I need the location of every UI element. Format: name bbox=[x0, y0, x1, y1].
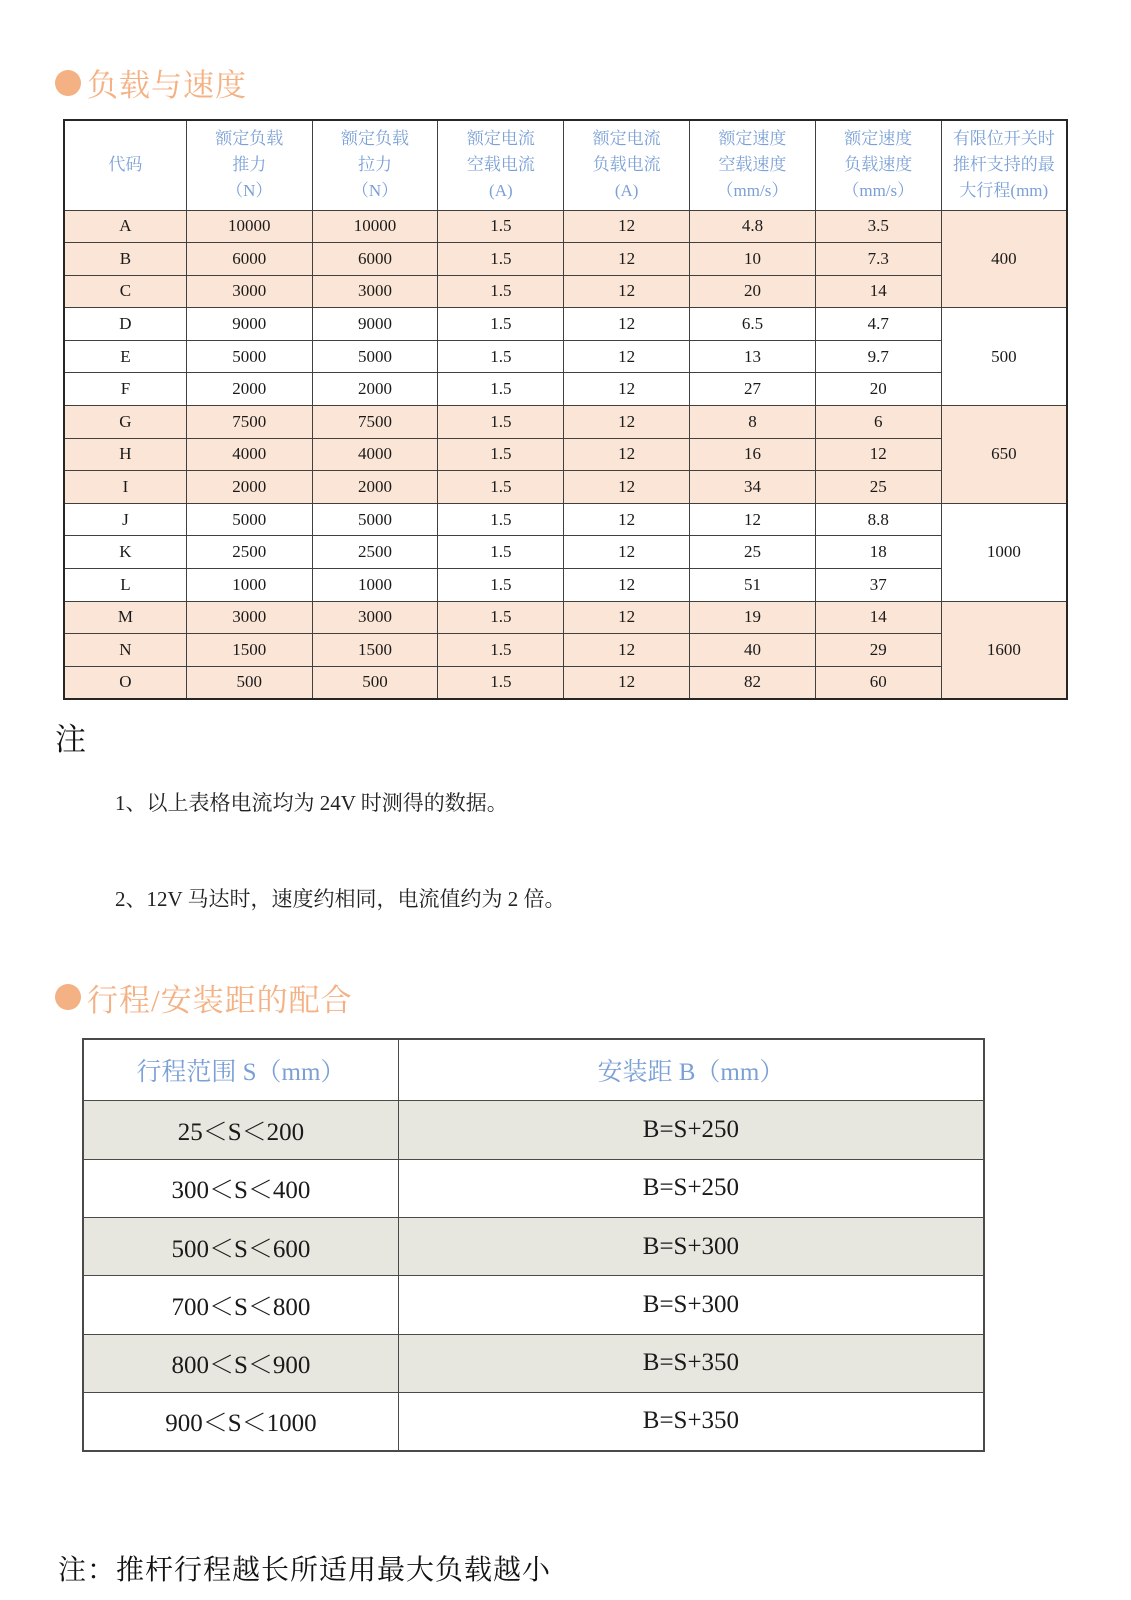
cell-load-speed: 3.5 bbox=[815, 210, 941, 243]
cell-no-load-speed: 6.5 bbox=[690, 308, 816, 341]
cell-code: A bbox=[64, 210, 186, 243]
table-row bbox=[64, 210, 1067, 243]
cell-pull: 5000 bbox=[312, 503, 438, 536]
column-header-line: 负载速度 bbox=[844, 155, 913, 175]
table-row bbox=[64, 243, 1067, 276]
cell-load-current: 12 bbox=[564, 373, 690, 406]
cell-push: 1000 bbox=[186, 569, 312, 602]
cell-code: G bbox=[64, 406, 186, 439]
cell-no-load-current: 1.5 bbox=[438, 340, 564, 373]
table-row bbox=[64, 471, 1067, 504]
column-header bbox=[690, 120, 816, 210]
cell-push: 3000 bbox=[186, 275, 312, 308]
cell-stroke: 900＜S＜1000 bbox=[83, 1392, 398, 1450]
cell-load-speed: 12 bbox=[815, 438, 941, 471]
cell-load-current: 12 bbox=[564, 243, 690, 276]
cell-pull: 2000 bbox=[312, 471, 438, 504]
cell-load-speed: 29 bbox=[815, 634, 941, 667]
cell-load-speed: 7.3 bbox=[815, 243, 941, 276]
cell-push: 2000 bbox=[186, 471, 312, 504]
cell-code: H bbox=[64, 438, 186, 471]
cell-pull: 2500 bbox=[312, 536, 438, 569]
cell-no-load-current: 1.5 bbox=[438, 569, 564, 602]
table-row bbox=[64, 634, 1067, 667]
cell-push: 5000 bbox=[186, 503, 312, 536]
cell-no-load-speed: 25 bbox=[690, 536, 816, 569]
cell-load-current: 12 bbox=[564, 634, 690, 667]
cell-distance: B=S+350 bbox=[398, 1334, 984, 1392]
cell-stroke: 500＜S＜600 bbox=[83, 1218, 398, 1276]
cell-load-current: 12 bbox=[564, 340, 690, 373]
column-header bbox=[438, 120, 564, 210]
column-header-line: (A) bbox=[614, 181, 639, 201]
table-header-row bbox=[83, 1039, 984, 1101]
cell-load-speed: 37 bbox=[815, 569, 941, 602]
table-row bbox=[64, 536, 1067, 569]
cell-code: K bbox=[64, 536, 186, 569]
column-header-line: （N） bbox=[351, 181, 399, 201]
cell-no-load-speed: 20 bbox=[690, 275, 816, 308]
cell-no-load-speed: 8 bbox=[690, 406, 816, 439]
cell-max-stroke: 650 bbox=[941, 406, 1067, 504]
cell-pull: 1500 bbox=[312, 634, 438, 667]
column-header-line: 额定负载 bbox=[215, 129, 284, 149]
column-header-line: （N） bbox=[226, 181, 273, 201]
cell-code: B bbox=[64, 243, 186, 276]
column-header-stroke-range: 行程范围 S（mm） bbox=[83, 1039, 398, 1101]
cell-stroke: 700＜S＜800 bbox=[83, 1276, 398, 1334]
cell-no-load-speed: 27 bbox=[690, 373, 816, 406]
cell-pull: 6000 bbox=[312, 243, 438, 276]
cell-no-load-current: 1.5 bbox=[438, 373, 564, 406]
table-row bbox=[83, 1101, 984, 1159]
cell-no-load-speed: 34 bbox=[690, 471, 816, 504]
cell-no-load-current: 1.5 bbox=[438, 275, 564, 308]
cell-max-stroke: 1600 bbox=[941, 601, 1067, 699]
table-row bbox=[83, 1334, 984, 1392]
cell-push: 5000 bbox=[186, 340, 312, 373]
cell-no-load-current: 1.5 bbox=[438, 536, 564, 569]
cell-load-speed: 20 bbox=[815, 373, 941, 406]
cell-no-load-current: 1.5 bbox=[438, 406, 564, 439]
column-header bbox=[64, 120, 186, 210]
note-item-2: 2、12V 马达时，速度约相同，电流值约为 2 倍。 bbox=[115, 886, 566, 911]
column-header bbox=[186, 120, 312, 210]
column-header bbox=[312, 120, 438, 210]
cell-pull: 9000 bbox=[312, 308, 438, 341]
cell-pull: 7500 bbox=[312, 406, 438, 439]
cell-push: 10000 bbox=[186, 210, 312, 243]
cell-load-speed: 18 bbox=[815, 536, 941, 569]
cell-max-stroke: 400 bbox=[941, 210, 1067, 308]
column-header-line: 有限位开关时 bbox=[952, 129, 1055, 149]
cell-pull: 10000 bbox=[312, 210, 438, 243]
cell-load-current: 12 bbox=[564, 275, 690, 308]
cell-no-load-current: 1.5 bbox=[438, 634, 564, 667]
column-header bbox=[815, 120, 941, 210]
cell-no-load-current: 1.5 bbox=[438, 308, 564, 341]
column-header-line: 推杆支持的最 bbox=[952, 155, 1055, 175]
cell-code: J bbox=[64, 503, 186, 536]
cell-no-load-current: 1.5 bbox=[438, 666, 564, 699]
cell-no-load-current: 1.5 bbox=[438, 210, 564, 243]
column-header-line: 额定速度 bbox=[844, 129, 913, 149]
cell-load-current: 12 bbox=[564, 210, 690, 243]
cell-push: 2000 bbox=[186, 373, 312, 406]
load-speed-table-body bbox=[64, 210, 1067, 699]
cell-code: N bbox=[64, 634, 186, 667]
cell-no-load-current: 1.5 bbox=[438, 438, 564, 471]
table-row bbox=[64, 406, 1067, 439]
cell-pull: 4000 bbox=[312, 438, 438, 471]
cell-load-current: 12 bbox=[564, 471, 690, 504]
table-row bbox=[83, 1218, 984, 1276]
cell-pull: 500 bbox=[312, 666, 438, 699]
cell-no-load-speed: 16 bbox=[690, 438, 816, 471]
cell-distance: B=S+250 bbox=[398, 1101, 984, 1159]
cell-distance: B=S+250 bbox=[398, 1159, 984, 1217]
cell-no-load-speed: 13 bbox=[690, 340, 816, 373]
table-row bbox=[64, 601, 1067, 634]
cell-load-speed: 6 bbox=[815, 406, 941, 439]
column-header-line: （mm/s） bbox=[716, 181, 789, 201]
bullet-icon bbox=[55, 70, 81, 96]
cell-load-speed: 14 bbox=[815, 601, 941, 634]
cell-load-current: 12 bbox=[564, 601, 690, 634]
cell-load-speed: 14 bbox=[815, 275, 941, 308]
cell-code: F bbox=[64, 373, 186, 406]
column-header-line: （mm/s） bbox=[842, 181, 915, 201]
table-row bbox=[64, 569, 1067, 602]
column-header-line: (A) bbox=[489, 181, 513, 201]
cell-no-load-speed: 51 bbox=[690, 569, 816, 602]
cell-no-load-speed: 4.8 bbox=[690, 210, 816, 243]
cell-load-current: 12 bbox=[564, 406, 690, 439]
cell-load-speed: 60 bbox=[815, 666, 941, 699]
cell-load-current: 12 bbox=[564, 569, 690, 602]
cell-push: 3000 bbox=[186, 601, 312, 634]
cell-push: 2500 bbox=[186, 536, 312, 569]
section-title-text: 负载与速度 bbox=[87, 68, 247, 103]
stroke-table-body bbox=[83, 1101, 984, 1451]
cell-code: C bbox=[64, 275, 186, 308]
cell-load-current: 12 bbox=[564, 666, 690, 699]
table-row bbox=[83, 1159, 984, 1217]
cell-push: 9000 bbox=[186, 308, 312, 341]
cell-pull: 1000 bbox=[312, 569, 438, 602]
table-row bbox=[64, 503, 1067, 536]
table-header-row bbox=[64, 120, 1067, 210]
cell-push: 7500 bbox=[186, 406, 312, 439]
table-row bbox=[83, 1392, 984, 1450]
cell-load-current: 12 bbox=[564, 536, 690, 569]
table-row bbox=[64, 373, 1067, 406]
cell-no-load-current: 1.5 bbox=[438, 601, 564, 634]
column-header bbox=[941, 120, 1067, 210]
cell-load-speed: 8.8 bbox=[815, 503, 941, 536]
stroke-table-header bbox=[83, 1039, 984, 1101]
table-row bbox=[64, 340, 1067, 373]
column-header-line: 额定电流 bbox=[592, 129, 661, 149]
column-header-line: 代码 bbox=[108, 155, 143, 175]
section-title-load-speed bbox=[55, 0, 1131, 105]
table-row bbox=[64, 666, 1067, 699]
cell-max-stroke: 500 bbox=[941, 308, 1067, 406]
section-title-text: 行程/安装距的配合 bbox=[87, 982, 353, 1018]
cell-push: 6000 bbox=[186, 243, 312, 276]
column-header-line: 空载电流 bbox=[466, 155, 535, 175]
note-item-1: 1、以上表格电流均为 24V 时测得的数据。 bbox=[115, 790, 508, 815]
cell-load-speed: 25 bbox=[815, 471, 941, 504]
cell-load-speed: 4.7 bbox=[815, 308, 941, 341]
footer-note: 注：推杆行程越长所适用最大负载越小 bbox=[58, 1554, 552, 1586]
cell-no-load-current: 1.5 bbox=[438, 243, 564, 276]
table-row bbox=[83, 1276, 984, 1334]
bullet-icon bbox=[55, 984, 81, 1010]
cell-load-current: 12 bbox=[564, 503, 690, 536]
cell-no-load-speed: 40 bbox=[690, 634, 816, 667]
cell-code: M bbox=[64, 601, 186, 634]
cell-load-speed: 9.7 bbox=[815, 340, 941, 373]
cell-no-load-speed: 10 bbox=[690, 243, 816, 276]
cell-no-load-speed: 19 bbox=[690, 601, 816, 634]
cell-distance: B=S+300 bbox=[398, 1276, 984, 1334]
column-header-line: 负载电流 bbox=[592, 155, 661, 175]
notes-heading: 注 bbox=[55, 721, 86, 757]
cell-push: 500 bbox=[186, 666, 312, 699]
stroke-mounting-table bbox=[82, 1038, 985, 1452]
column-header-line: 额定电流 bbox=[466, 129, 535, 149]
cell-pull: 3000 bbox=[312, 601, 438, 634]
cell-stroke: 25＜S＜200 bbox=[83, 1101, 398, 1159]
cell-no-load-speed: 82 bbox=[690, 666, 816, 699]
cell-pull: 3000 bbox=[312, 275, 438, 308]
column-header-line: 额定负载 bbox=[341, 129, 410, 149]
section-title-stroke-mounting bbox=[55, 913, 1131, 1020]
cell-pull: 2000 bbox=[312, 373, 438, 406]
cell-distance: B=S+300 bbox=[398, 1218, 984, 1276]
cell-code: I bbox=[64, 471, 186, 504]
cell-load-current: 12 bbox=[564, 438, 690, 471]
cell-no-load-current: 1.5 bbox=[438, 503, 564, 536]
cell-stroke: 300＜S＜400 bbox=[83, 1159, 398, 1217]
column-header-line: 大行程(mm) bbox=[959, 181, 1049, 201]
cell-code: O bbox=[64, 666, 186, 699]
table-row bbox=[64, 438, 1067, 471]
cell-no-load-speed: 12 bbox=[690, 503, 816, 536]
cell-distance: B=S+350 bbox=[398, 1392, 984, 1450]
load-speed-table bbox=[63, 119, 1068, 700]
cell-load-current: 12 bbox=[564, 308, 690, 341]
load-speed-table-header bbox=[64, 120, 1067, 210]
column-header-line: 空载速度 bbox=[718, 155, 787, 175]
cell-pull: 5000 bbox=[312, 340, 438, 373]
table-row bbox=[64, 275, 1067, 308]
cell-stroke: 800＜S＜900 bbox=[83, 1334, 398, 1392]
cell-code: E bbox=[64, 340, 186, 373]
cell-no-load-current: 1.5 bbox=[438, 471, 564, 504]
column-header-line: 额定速度 bbox=[718, 129, 787, 149]
column-header bbox=[564, 120, 690, 210]
column-header-line: 拉力 bbox=[358, 155, 393, 175]
cell-push: 1500 bbox=[186, 634, 312, 667]
cell-max-stroke: 1000 bbox=[941, 503, 1067, 601]
cell-code: L bbox=[64, 569, 186, 602]
table-row bbox=[64, 308, 1067, 341]
cell-code: D bbox=[64, 308, 186, 341]
column-header-line: 推力 bbox=[232, 155, 267, 175]
column-header-mounting-distance: 安装距 B（mm） bbox=[398, 1039, 984, 1101]
cell-push: 4000 bbox=[186, 438, 312, 471]
